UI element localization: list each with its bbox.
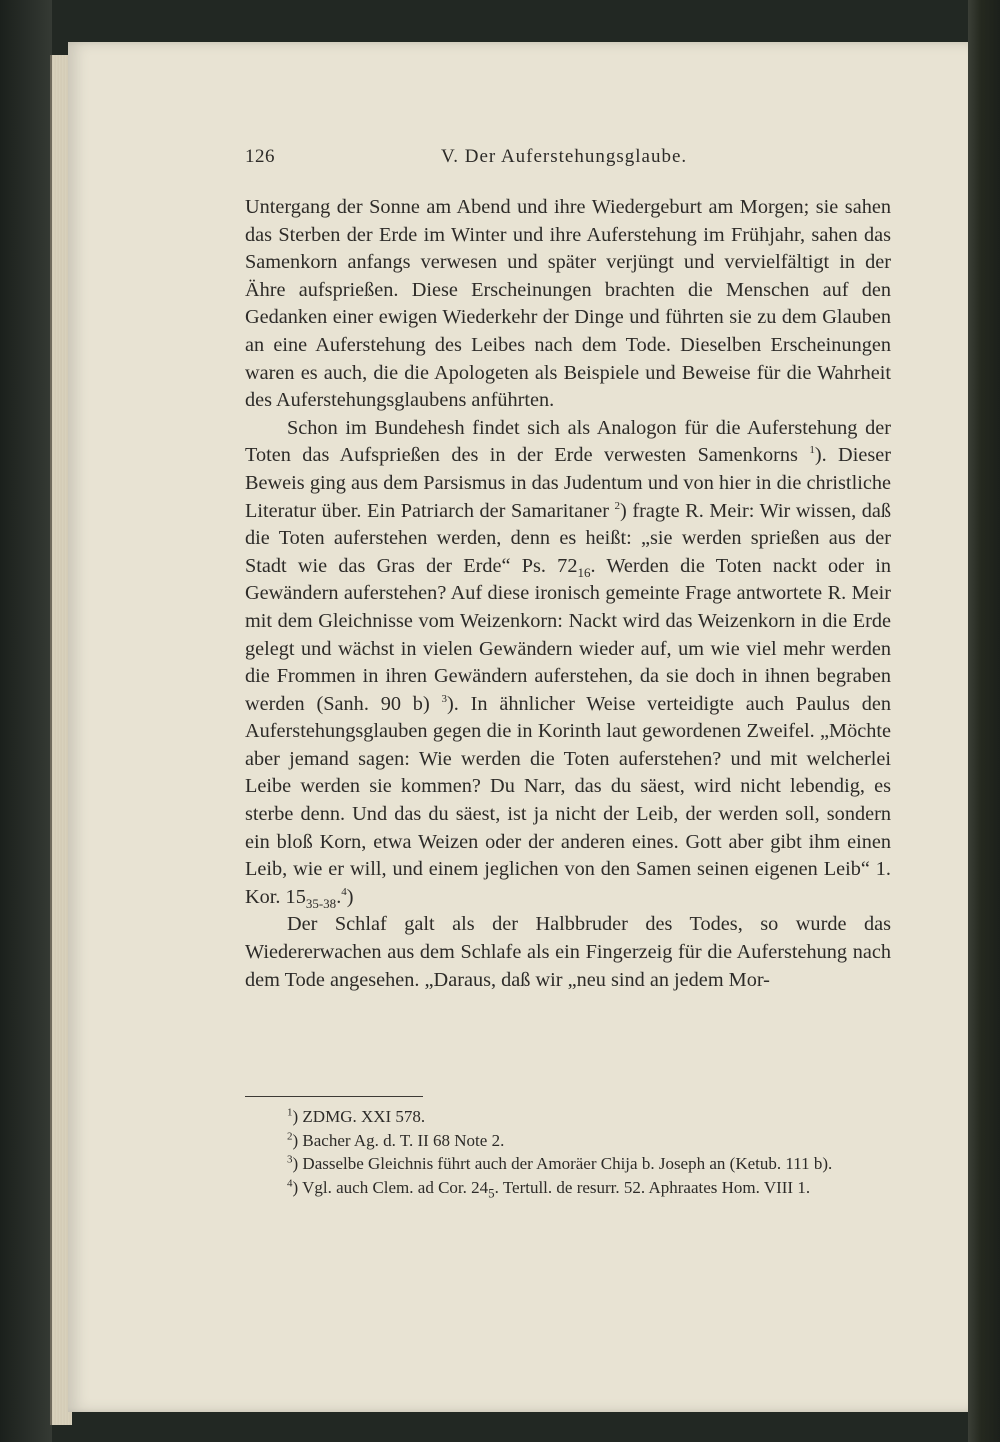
footnote-text: . Tertull. de resurr. 52. Aphraates Hom. VIII 1. bbox=[494, 1177, 811, 1197]
footnote-ref-3: 3 bbox=[441, 692, 448, 705]
footnote-ref-1: 1 bbox=[809, 444, 815, 457]
footnote-text: ) Dasselbe Gleichnis führt auch der Amoräer Chija b. Joseph an (Ketub. 111 b). bbox=[292, 1154, 833, 1173]
verse-subscript: 16 bbox=[577, 564, 591, 580]
paragraph-2-segment: ). In ähnlicher Weise verteidigte auch Paulus den Auferstehungsglauben gegen die in Korinth laut gewordenen Zweifel. „Möchte aber jemand sagen: Wie werden die Toten auferstehen? und mit welcherlei Leibe werden sie kommen? Du Narr, das du säest, wird nicht lebendig, es sterbe denn. Und das du säest, ist ja nicht der Leib, der werden soll, sondern ein bloß Korn, etwa Weizen oder der anderen eines. Gott aber gibt ihm einen Leib, wie er will, und einem jeglichen von den Samen seinen eigenen Leib“ 1. Kor. 15 bbox=[245, 692, 891, 908]
verse-subscript: 35-38 bbox=[305, 895, 337, 911]
page-number: 126 bbox=[245, 146, 275, 167]
footnotes bbox=[245, 1105, 891, 1199]
footnote-mark: 4 bbox=[287, 1176, 293, 1189]
footnote-divider bbox=[245, 1096, 423, 1097]
footnote-subscript: 5 bbox=[488, 1184, 495, 1200]
footnote-mark: 3 bbox=[287, 1153, 293, 1166]
gutter-shadow bbox=[968, 0, 1000, 1442]
paragraph-2-segment: ) fragte R. Meir: Wir wissen, daß die Toten auferstehen werden, denn es heißt: „sie werden sprießen aus der Stadt wie das Gras der Erde“ Ps. 72 bbox=[245, 499, 891, 577]
footnote-2 bbox=[245, 1129, 891, 1153]
footnote-ref-2: 2 bbox=[614, 499, 621, 512]
footnote-ref-4: 4 bbox=[341, 886, 347, 899]
footnote-text: ) Vgl. auch Clem. ad Cor. 24 bbox=[292, 1177, 489, 1197]
paragraph-2-segment: ). Dieser Beweis ging aus dem Parsismus in das Judentum und von hier in die christliche Literatur über. Ein Patriarch der Samaritaner bbox=[245, 444, 891, 522]
book-binding bbox=[0, 0, 52, 1442]
footnote-mark: 1 bbox=[287, 1106, 293, 1119]
paragraph-2-segment: Schon im Bundehesh findet sich als Analogon für die Auferstehung der Toten das Aufsprießen des in der Erde verwesten Samenkorns bbox=[245, 416, 891, 467]
paragraph-1: Untergang der Sonne am Abend und ihre Wiedergeburt am Morgen; sie sahen das Sterben der Erde im Winter und ihre Auferstehung im Frühjahr, sahen das Samenkorn anfangs verwesen und später verjüngt und vervielfältigt in der Ähre aufsprießen. Diese Erscheinungen brachten die Menschen auf den Gedanken einer ewigen Wiederkehr der Dinge und führten sie zu dem Glauben an eine Auferstehung des Leibes nach dem Tode. Dieselben Erscheinungen waren es auch, die die Apologeten als Beispiele und Beweise für die Wahrheit des Auferstehungsglaubens anführten. bbox=[245, 196, 891, 412]
footnote-1 bbox=[245, 1105, 891, 1129]
paragraph-3: Der Schlaf galt als der Halbbruder des Todes, so wurde das Wiedererwachen aus dem Schlafe als ein Fingerzeig für die Auferstehung nach dem Tode angesehen. „Daraus, daß wir „neu sind an jedem Mor- bbox=[245, 913, 891, 991]
footnote-text: ) Bacher Ag. d. T. II 68 Note 2. bbox=[292, 1130, 505, 1150]
paragraph-2-segment: . bbox=[336, 885, 342, 908]
chapter-title: V. Der Auferstehungsglaube. bbox=[441, 146, 688, 167]
paragraph-2-segment: ) bbox=[346, 885, 354, 908]
footnote-mark: 2 bbox=[287, 1129, 293, 1142]
paragraph-2-segment: . Werden die Toten nackt oder in Gewändern auferstehen? Auf diese ironisch gemeinte Frage antwortete R. Meir mit dem Gleichnisse vom Weizenkorn: Nackt wird das Weizenkorn in die Erde gelegt und wächst in vielen Gewändern wieder auf, um wie viel mehr werden die Frommen in ihren Gewändern auferstehen, da sie doch in ihnen begraben werden (Sanh. 90 b) bbox=[245, 554, 891, 715]
body-text bbox=[245, 194, 891, 994]
footnote-4 bbox=[245, 1176, 891, 1200]
footnote-text: ) ZDMG. XXI 578. bbox=[292, 1107, 426, 1126]
footnote-3 bbox=[245, 1152, 891, 1176]
paragraph-2 bbox=[245, 415, 891, 912]
